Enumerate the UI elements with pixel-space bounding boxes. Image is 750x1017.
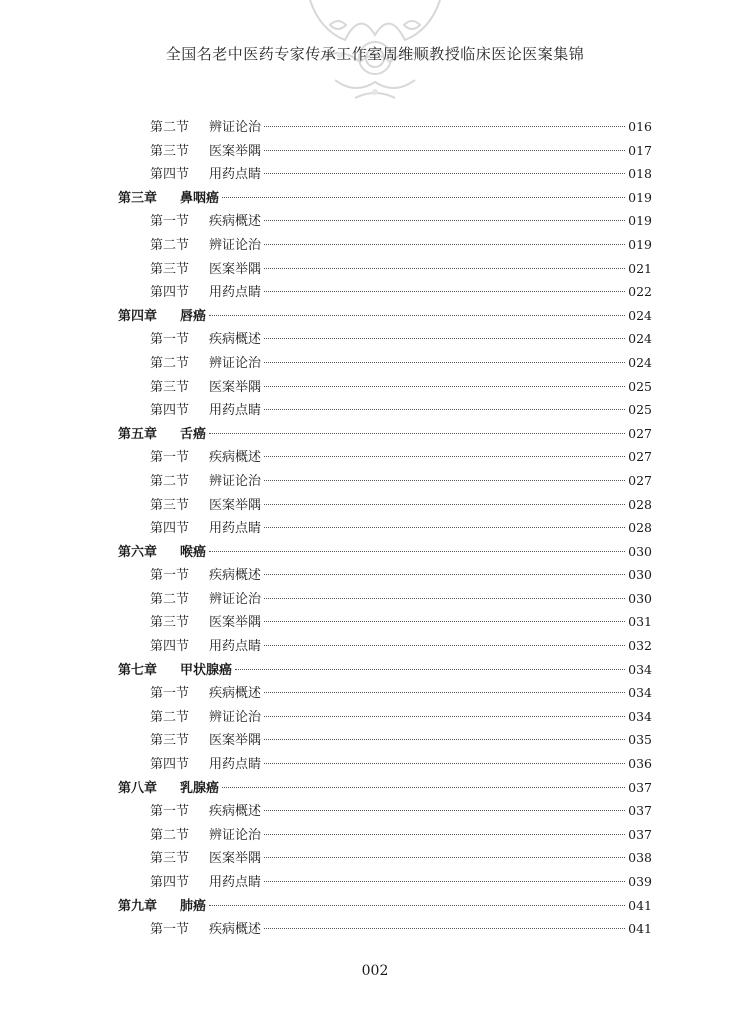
toc-entry-title: 医案举隅 [209,261,262,277]
toc-section-row[interactable] [118,681,652,705]
toc-entry-title: 辨证论治 [209,709,262,725]
toc-entry-number: 第三节 [150,261,190,277]
toc-entry-number: 第三节 [150,143,190,159]
dot-leader [264,881,625,882]
toc-chapter-row[interactable] [118,186,652,210]
dot-leader [209,551,625,552]
dot-leader [264,362,625,363]
toc-entry-title: 辨证论治 [209,827,262,843]
toc-section-row[interactable] [118,445,652,469]
toc-section-row[interactable] [118,917,652,941]
toc-entry-page: 037 [628,803,652,819]
toc-entry-title: 医案举隅 [209,615,262,631]
toc-entry-page: 030 [628,567,652,583]
toc-entry-page: 019 [628,189,652,205]
toc-chapter-row[interactable] [118,894,652,918]
dot-leader [264,244,625,245]
toc-entry-page: 034 [628,661,652,677]
toc-entry-number: 第二节 [150,120,190,135]
dot-leader [264,716,625,717]
toc-entry-title: 医案举隅 [209,733,262,749]
toc-chapter-row[interactable] [118,776,652,800]
toc-entry-title: 辨证论治 [209,591,262,607]
toc-section-row[interactable] [118,870,652,894]
toc-entry-title: 用药点睛 [209,521,262,537]
table-of-contents [118,115,652,941]
dot-leader [264,338,625,339]
toc-entry-page: 035 [628,732,652,748]
toc-entry-page: 028 [628,520,652,536]
toc-entry-title: 用药点睛 [209,757,262,773]
toc-section-row[interactable] [118,516,652,540]
toc-entry-number: 第二节 [150,827,190,843]
toc-entry-title: 舌癌 [180,426,207,442]
toc-entry-title: 医案举隅 [209,379,262,395]
toc-entry-title: 用药点睛 [209,639,262,655]
toc-entry-number: 第二节 [150,709,190,725]
dot-leader [264,763,625,764]
running-header: 全国名老中医药专家传承工作室周维顺教授临床医论医案集锦 [165,45,585,63]
toc-entry-title: 疾病概述 [209,804,262,820]
toc-section-row[interactable] [118,327,652,351]
toc-entry-title: 辨证论治 [209,237,262,253]
toc-section-row[interactable] [118,846,652,870]
dot-leader [264,126,625,127]
dot-leader [264,220,625,221]
dot-leader [222,197,625,198]
toc-section-row[interactable] [118,634,652,658]
toc-entry-page: 024 [628,331,652,347]
toc-section-row[interactable] [118,162,652,186]
toc-entry-number: 第六章 [118,544,158,560]
toc-section-row[interactable] [118,257,652,281]
toc-section-row[interactable] [118,705,652,729]
toc-entry-title: 疾病概述 [209,214,262,230]
toc-entry-title: 医案举隅 [209,851,262,867]
toc-entry-page: 016 [628,119,652,134]
toc-entry-page: 025 [628,378,652,394]
toc-entry-page: 024 [628,307,652,323]
dot-leader [264,173,625,174]
toc-entry-page: 034 [628,685,652,701]
dot-leader [264,692,625,693]
toc-section-row[interactable] [118,398,652,422]
toc-section-row[interactable] [118,587,652,611]
toc-entry-page: 036 [628,756,652,772]
toc-entry-page: 030 [628,590,652,606]
toc-entry-number: 第四节 [150,639,190,655]
toc-entry-page: 041 [628,921,652,937]
toc-section-row[interactable] [118,752,652,776]
toc-entry-number: 第八章 [118,780,158,796]
toc-entry-title: 用药点睛 [209,167,262,183]
toc-section-row[interactable] [118,209,652,233]
dot-leader [264,574,625,575]
toc-entry-number: 第二节 [150,591,190,607]
toc-entry-page: 032 [628,638,652,654]
toc-entry-number: 第四节 [150,875,190,890]
toc-entry-page: 034 [628,708,652,724]
toc-entry-page: 021 [628,260,652,276]
toc-entry-page: 018 [628,166,652,182]
toc-entry-number: 第四节 [150,285,190,301]
toc-entry-number: 第四节 [150,757,190,773]
toc-chapter-row[interactable] [118,304,652,328]
toc-entry-title: 唇癌 [180,308,207,324]
toc-section-row[interactable] [118,799,652,823]
page-number: 002 [361,963,389,979]
toc-entry-title: 辨证论治 [209,355,262,371]
toc-entry-title: 疾病概述 [209,686,262,702]
toc-entry-title: 辨证论治 [209,473,262,489]
dot-leader [264,857,625,858]
toc-entry-title: 用药点睛 [209,403,262,419]
dot-leader [264,386,625,387]
toc-entry-number: 第三节 [150,379,190,395]
toc-section-row[interactable] [118,563,652,587]
toc-entry-page: 037 [628,826,652,842]
toc-entry-number: 第一节 [150,568,190,584]
toc-entry-page: 027 [628,472,652,488]
dot-leader [264,268,625,269]
toc-section-row[interactable] [118,728,652,752]
toc-entry-page: 027 [628,449,652,465]
toc-entry-title: 肺癌 [180,898,207,914]
dot-leader [264,834,625,835]
toc-section-row[interactable] [118,610,652,634]
toc-entry-number: 第一节 [150,922,190,938]
dot-leader [209,433,625,434]
toc-entry-number: 第三节 [150,615,190,631]
dot-leader [264,480,625,481]
toc-entry-title: 甲状腺癌 [180,662,233,678]
toc-entry-number: 第四节 [150,167,190,183]
toc-entry-title: 辨证论治 [209,120,262,135]
toc-entry-page: 027 [628,425,652,441]
toc-section-row[interactable] [118,493,652,517]
toc-entry-page: 041 [628,897,652,913]
toc-entry-number: 第三节 [150,851,190,867]
toc-entry-page: 028 [628,496,652,512]
dot-leader [264,928,625,929]
toc-entry-number: 第一节 [150,332,190,348]
toc-entry-title: 疾病概述 [209,332,262,348]
toc-entry-title: 医案举隅 [209,143,262,159]
toc-entry-number: 第二节 [150,473,190,489]
dot-leader [264,527,625,528]
toc-entry-number: 第一节 [150,686,190,702]
toc-entry-number: 第三节 [150,497,190,513]
toc-entry-number: 第九章 [118,898,158,914]
dot-leader [264,621,625,622]
toc-entry-title: 疾病概述 [209,450,262,466]
toc-chapter-row[interactable] [118,540,652,564]
toc-entry-page: 024 [628,354,652,370]
toc-entry-page: 022 [628,284,652,300]
toc-entry-page: 031 [628,614,652,630]
toc-entry-title: 喉癌 [180,544,207,560]
toc-entry-number: 第五章 [118,426,158,442]
toc-entry-title: 用药点睛 [209,875,262,890]
toc-entry-number: 第一节 [150,214,190,230]
dot-leader [235,669,625,670]
toc-entry-number: 第三章 [118,190,158,206]
toc-entry-title: 疾病概述 [209,922,262,938]
toc-section-row[interactable] [118,233,652,257]
toc-section-row[interactable] [118,823,652,847]
dot-leader [264,456,625,457]
toc-entry-page: 025 [628,402,652,418]
toc-entry-number: 第四章 [118,308,158,324]
toc-entry-page: 039 [628,874,652,889]
dot-leader [264,150,625,151]
dot-leader [264,409,625,410]
dot-leader [264,645,625,646]
toc-entry-number: 第三节 [150,733,190,749]
toc-section-row[interactable] [118,115,652,139]
dot-leader [264,810,625,811]
toc-section-row[interactable] [118,280,652,304]
toc-entry-title: 医案举隅 [209,497,262,513]
toc-entry-title: 乳腺癌 [180,780,220,796]
toc-entry-page: 019 [628,213,652,229]
toc-entry-number: 第二节 [150,237,190,253]
dot-leader [209,905,625,906]
dot-leader [222,787,625,788]
toc-chapter-row[interactable] [118,658,652,682]
toc-entry-number: 第一节 [150,804,190,820]
dot-leader [264,291,625,292]
toc-entry-title: 用药点睛 [209,285,262,301]
toc-entry-page: 037 [628,779,652,795]
toc-entry-number: 第四节 [150,403,190,419]
toc-entry-number: 第四节 [150,521,190,537]
toc-section-row[interactable] [118,469,652,493]
toc-entry-number: 第二节 [150,355,190,371]
dot-leader [209,315,625,316]
toc-section-row[interactable] [118,351,652,375]
dot-leader [264,598,625,599]
toc-entry-page: 019 [628,236,652,252]
toc-section-row[interactable] [118,139,652,163]
toc-entry-page: 038 [628,850,652,866]
toc-entry-page: 017 [628,142,652,158]
toc-entry-number: 第七章 [118,662,158,678]
dot-leader [264,739,625,740]
dot-leader [264,504,625,505]
toc-section-row[interactable] [118,375,652,399]
toc-entry-page: 030 [628,543,652,559]
toc-chapter-row[interactable] [118,422,652,446]
toc-entry-title: 鼻咽癌 [180,190,220,206]
toc-entry-title: 疾病概述 [209,568,262,584]
toc-entry-number: 第一节 [150,450,190,466]
